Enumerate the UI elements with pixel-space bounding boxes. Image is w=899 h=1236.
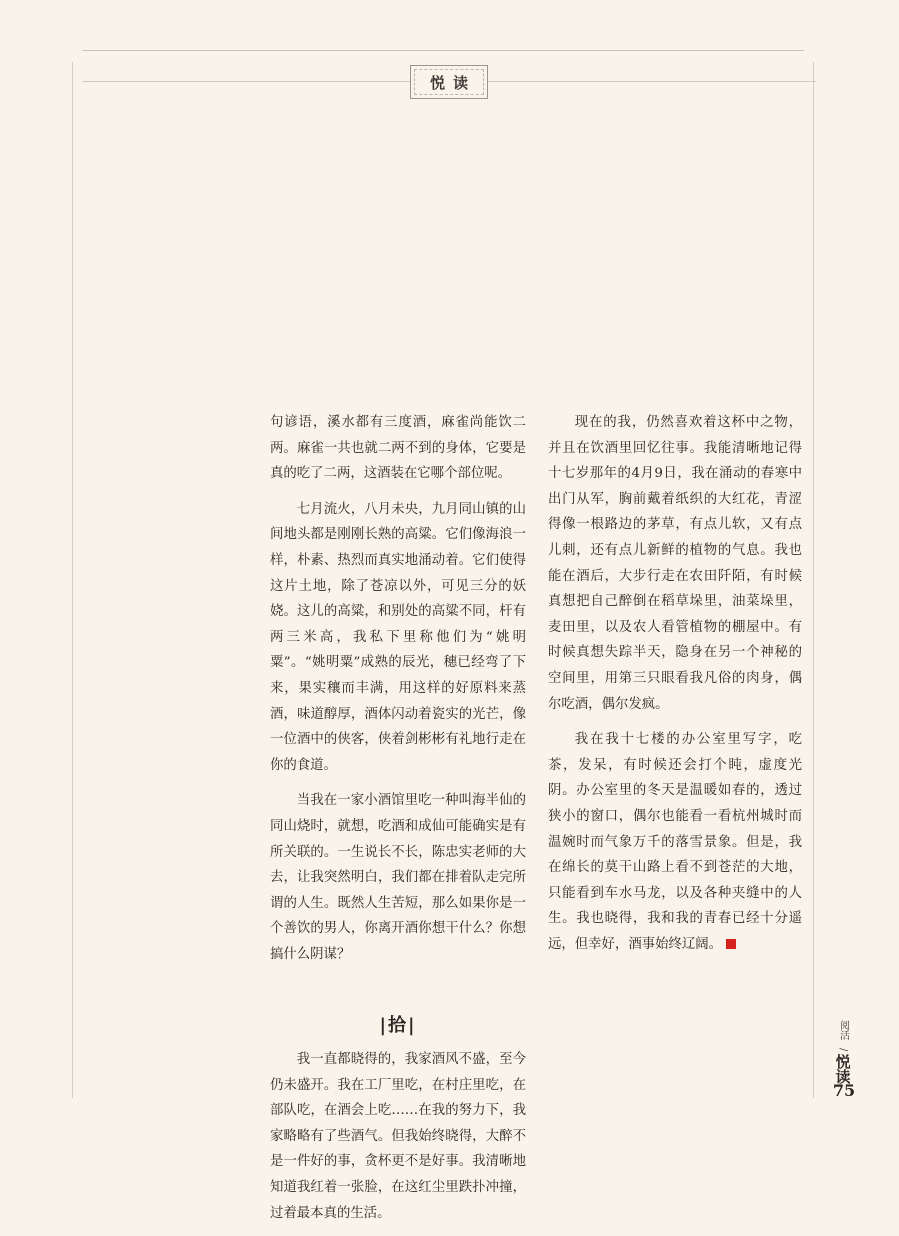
paragraph-text: 我在我十七楼的办公室里写字，吃茶，发呆，有时候还会打个盹，虚度光阴。办公室里的冬天是温暖如春的，透过狭小的窗口，偶尔也能看一看杭州城时而温婉时而气象万千的落雪景象。但是，我在绵长的莫干山路上看不到苍茫的大地，只能看到车水马龙，以及各种夹缝中的人生。我也晓得，我和我的青春已经十分遥远，但幸好，酒事始终辽阔。 [548,732,802,952]
right-margin-line [813,62,814,1098]
end-mark [726,939,736,949]
page-number: 75 [832,1081,856,1100]
paragraph: 句谚语，溪水都有三度酒，麻雀尚能饮二两。麻雀一共也就二两不到的身体，它要是真的吃了二两，这酒装在它哪个部位呢。 [270,415,526,482]
section-label-box [410,65,488,99]
paragraph: 现在的我，仍然喜欢着这杯中之物，并且在饮酒里回忆往事。我能清晰地记得十七岁那年的4月9日，我在涌动的春寒中出门从军，胸前戴着纸织的大红花，青涩得像一根路边的茅草，有点儿软，又有点儿刺，还有点儿新鲜的植物的气息。我也能在酒后，大步行走在农田阡陌，有时候真想把自己醉倒在稻草垛里，油菜垛里，麦田里，以及农人看管植物的棚屋中。有时候真想失踪半天，隐身在另一个神秘的空间里，用第三只眼看我凡俗的肉身，偶尔吃酒，偶尔发疯。 [548,415,802,712]
left-text-column [270,410,526,1236]
header-rule-left [82,81,410,82]
side-label-big: 悦读 [833,1054,852,1084]
paragraph-last [548,727,802,957]
side-column-label: 阅活/悦读 [833,1020,852,1084]
left-margin-line [72,62,73,1098]
right-text-column [548,410,802,967]
header-rule-right [488,81,816,82]
section-heading: |拾| [379,1015,417,1037]
top-rule [82,50,804,51]
section-label: 悦读 [429,73,476,92]
paragraph: 当我在一家小酒馆里吃一种叫海半仙的同山烧时，就想，吃酒和成仙可能确实是有所关联的。一生说长不长，陈忠实老师的大去，让我突然明白，我们都在排着队走完所谓的人生。既然人生苦短，那么如果你是一个善饮的男人，你离开酒你想干什么？你想搞什么阴谋？ [270,793,526,962]
side-label-small: 阅活 [837,1020,849,1040]
paragraph: 我一直都晓得的，我家酒风不盛，至今仍未盛开。我在工厂里吃，在村庄里吃，在部队吃，在酒会上吃……在我的努力下，我家略略有了些酒气。但我始终晓得，大醉不是一件好的事，贪杯更不是好事。我清晰地知道我红着一张脸，在这红尘里跌扑冲撞，过着最本真的生活。 [270,1052,526,1221]
paragraph: 七月流火，八月未央，九月同山镇的山间地头都是刚刚长熟的高粱。它们像海浪一样，朴素、热烈而真实地涌动着。它们使得这片土地，除了苍凉以外，可见三分的妖娆。这儿的高粱，和别处的高粱不同，杆有两三米高，我私下里称他们为“姚明粟”。“姚明粟”成熟的辰光，穗已经弯了下来，果实穰而丰满，用这样的好原料来蒸酒，味道醇厚，酒体闪动着瓷实的光芒，像一位酒中的侠客，侠着剑彬彬有礼地行走在你的食道。 [270,501,526,773]
